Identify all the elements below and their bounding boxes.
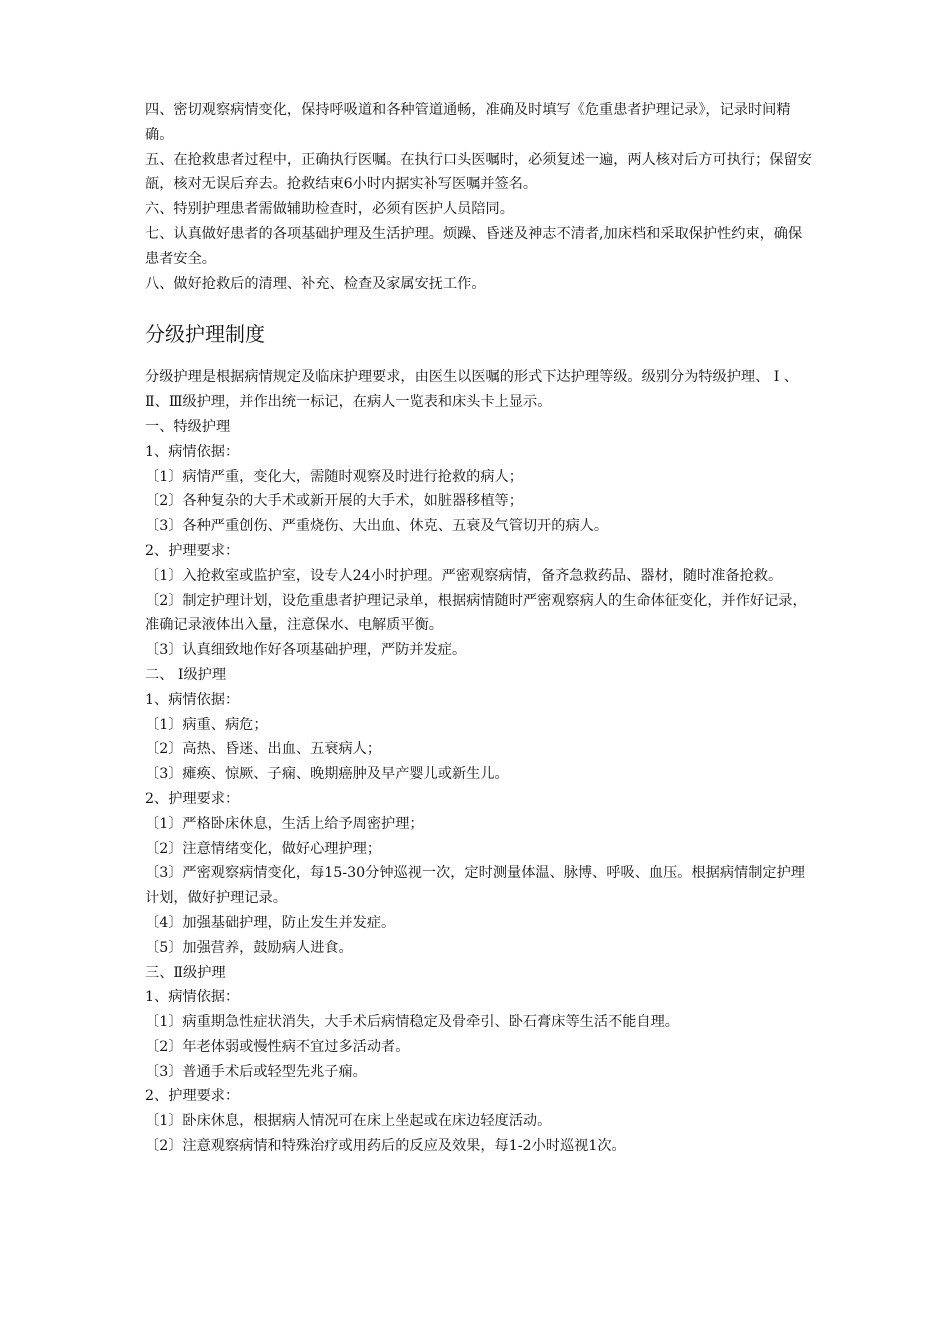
list-item: 〔2〕各种复杂的大手术或新开展的大手术，如脏器移植等； [145,493,523,510]
list-item: 〔3〕各种严重创伤、严重烧伤、大出血、休克、五衰及气管切开的病人。 [145,518,609,535]
paragraph-item-4: 四、密切观察病情变化，保持呼吸道和各种管道通畅，准确及时填写《危重患者护理记录》，记录时间精确。 [145,102,791,143]
subheading-condition-basis: 1、病情依据： [145,989,240,1006]
list-item: 〔3〕严密观察病情变化，每15-30分钟巡视一次，定时测量体温、脉博、呼吸、血压。根据病情制定护理计划，做好护理记录。 [145,865,805,907]
section-title: 分级护理制度 [145,322,265,347]
list-item: 〔2〕注意观察病情和特殊治疗或用药后的反应及效果，每1-2小时巡视1次。 [145,1138,626,1155]
subheading-condition-basis: 1、病情依据： [145,443,240,460]
list-item: 〔4〕加强基础护理，防止发生并发症。 [145,914,396,931]
list-item: 〔3〕普通手术后或轻型先兆子痫。 [145,1063,367,1080]
list-item: 〔2〕制定护理计划，设危重患者护理记录单，根据病情随时严密观察病人的生命体征变化，并作好记录，准确记录液体出入量，注意保水、电解质平衡。 [145,592,807,634]
list-item: 〔3〕瘫痪、惊厥、子痫、晚期癌肿及早产婴儿或新生儿。 [145,766,509,783]
paragraph-item-8: 八、做好抢救后的清理、补充、检查及家属安抚工作。 [145,275,486,292]
body-block [145,365,815,1159]
heading-spacer [145,351,815,365]
subheading-care-requirements: 2、护理要求： [145,1088,240,1105]
list-item: 〔1〕入抢救室或监护室，设专人24小时护理。严密观察病情，备齐急救药品、器材，随时准备抢救。 [145,567,783,584]
subheading-condition-basis: 1、病情依据： [145,691,240,708]
intro-paragraph: 分级护理是根据病情规定及临床护理要求，由医生以医嘱的形式下达护理等级。级别分为特级护理、 Ⅰ 、Ⅱ、Ⅲ级护理，并作出统一标记，在病人一览表和床头卡上显示。 [145,369,799,411]
list-item: 〔1〕病重期急性症状消失，大手术后病情稳定及骨牵引、卧石膏床等生活不能自理。 [145,1014,679,1031]
section-spacer [145,296,815,317]
list-item: 〔1〕病情严重，变化大，需随时观察及时进行抢救的病人； [145,468,523,485]
document-content [145,98,815,1159]
top-block [145,98,815,296]
level-heading-first: 二、 Ⅰ级护理 [145,666,227,683]
paragraph-item-6: 六、特别护理患者需做辅助检查时，必须有医护人员陪同。 [145,201,514,218]
level-heading-special: 一、特级护理 [145,418,231,435]
list-item: 〔3〕认真细致地作好各项基础护理，严防并发症。 [145,642,467,659]
list-item: 〔5〕加强营养，鼓励病人进食。 [145,939,353,956]
subheading-care-requirements: 2、护理要求： [145,542,240,559]
subheading-care-requirements: 2、护理要求： [145,790,240,807]
list-item: 〔2〕年老体弱或慢性病不宜过多活动者。 [145,1038,410,1055]
paragraph-item-7: 七、认真做好患者的各项基础护理及生活护理。烦躁、昏迷及神志不清者,加床档和采取保护性约束，确保患者安全。 [145,225,803,267]
paragraph-item-5: 五、在抢救患者过程中，正确执行医嘱。在执行口头医嘱时，必须复述一遍，两人核对后方可执行；保留安瓿，核对无误后弃去。抢救结束6小时内据实补写医嘱并签名。 [145,151,812,193]
list-item: 〔1〕病重、病危； [145,716,268,733]
list-item: 〔2〕高热、昏迷、出血、五衰病人； [145,741,382,758]
list-item: 〔1〕严格卧床休息，生活上给予周密护理； [145,815,424,832]
level-heading-second: 三、Ⅱ级护理 [145,964,226,981]
list-item: 〔2〕注意情绪变化，做好心理护理； [145,840,382,857]
list-item: 〔1〕卧床休息，根据病人情况可在床上坐起或在床边轻度活动。 [145,1113,552,1130]
